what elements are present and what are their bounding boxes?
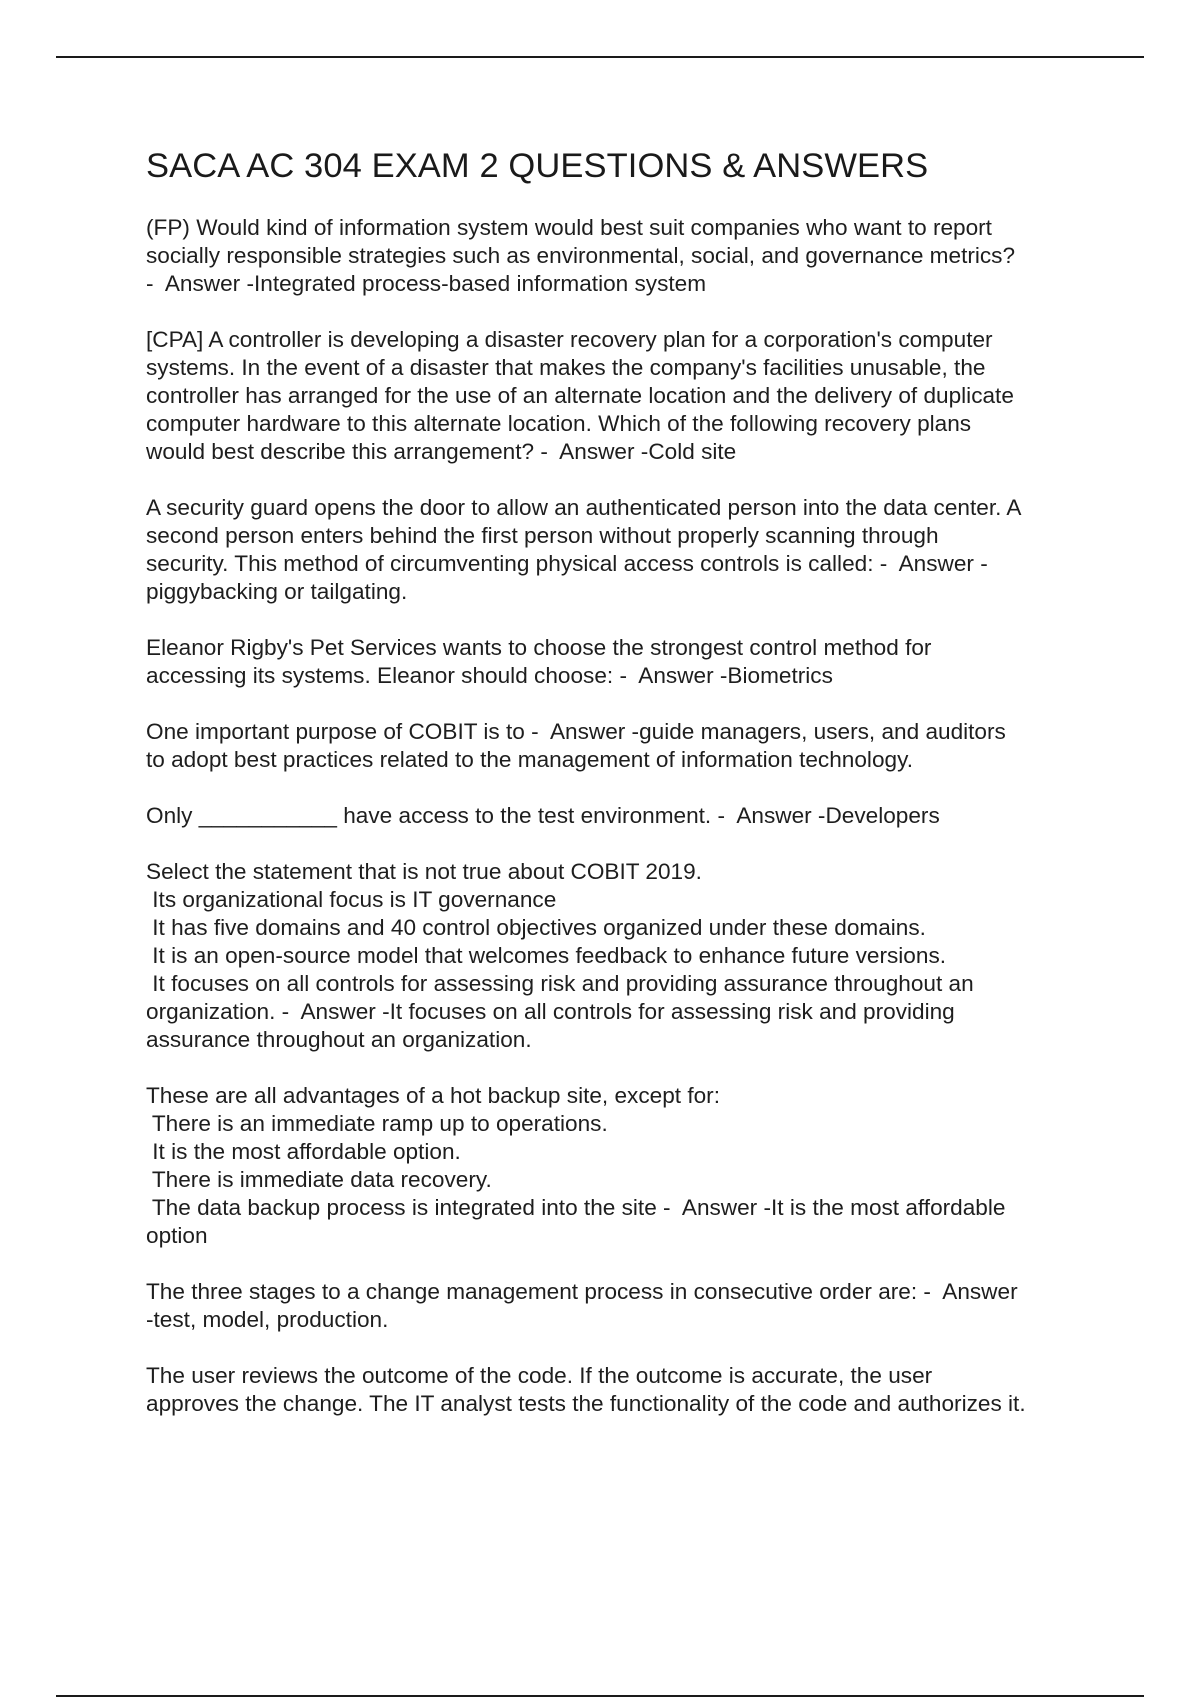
qa-line: socially responsible strategies such as environmental, social, and governance metrics? [146,243,1016,268]
qa-line: organization. - Answer -It focuses on all controls for assessing risk and providing [146,999,955,1024]
qa-line: There is immediate data recovery. [146,1167,492,1192]
qa-item [146,802,1096,830]
qa-line: approves the change. The IT analyst tests the functionality of the code and authorizes it. [146,1391,1026,1416]
qa-line: There is an immediate ramp up to operations. [146,1111,608,1136]
document-title: SACA AC 304 EXAM 2 QUESTIONS & ANSWERS [146,147,929,185]
qa-line: option [146,1223,208,1248]
qa-line: [CPA] A controller is developing a disaster recovery plan for a corporation's computer [146,327,993,352]
qa-item [146,858,1096,1054]
qa-line: The three stages to a change management process in consecutive order are: - Answer [146,1279,1018,1304]
qa-line: assurance throughout an organization. [146,1027,532,1052]
qa-line: Select the statement that is not true about COBIT 2019. [146,859,702,884]
qa-line: One important purpose of COBIT is to - Answer -guide managers, users, and auditors [146,719,1006,744]
qa-item [146,1082,1096,1250]
qa-line: accessing its systems. Eleanor should choose: - Answer -Biometrics [146,663,833,688]
document-body [146,142,1096,1446]
qa-line: systems. In the event of a disaster that makes the company's facilities unusable, the [146,355,986,380]
bottom-divider [56,1695,1144,1697]
top-divider [56,56,1144,58]
qa-item [146,1362,1096,1418]
qa-line: Eleanor Rigby's Pet Services wants to choose the strongest control method for [146,635,932,660]
qa-item [146,634,1096,690]
qa-item [146,326,1096,466]
qa-line: The data backup process is integrated into the site - Answer -It is the most affordable [146,1195,1006,1220]
qa-line: -test, model, production. [146,1307,389,1332]
qa-line: controller has arranged for the use of an alternate location and the delivery of duplicate [146,383,1014,408]
qa-line: It focuses on all controls for assessing risk and providing assurance throughout an [146,971,974,996]
qa-item [146,1278,1096,1334]
qa-line: second person enters behind the first person without properly scanning through [146,523,939,548]
qa-line: The user reviews the outcome of the code. If the outcome is accurate, the user [146,1363,933,1388]
qa-line: These are all advantages of a hot backup site, except for: [146,1083,720,1108]
qa-item [146,494,1096,606]
qa-line: It is an open-source model that welcomes feedback to enhance future versions. [146,943,947,968]
qa-line: It is the most affordable option. [146,1139,461,1164]
qa-line: piggybacking or tailgating. [146,579,408,604]
qa-line: computer hardware to this alternate location. Which of the following recovery plans [146,411,972,436]
qa-line: It has five domains and 40 control objectives organized under these domains. [146,915,926,940]
qa-line: to adopt best practices related to the management of information technology. [146,747,913,772]
qa-line: Its organizational focus is IT governance [146,887,557,912]
qa-line: (FP) Would kind of information system would best suit companies who want to report [146,215,992,240]
qa-list [146,214,1096,1418]
qa-line: Only ___________ have access to the test environment. - Answer -Developers [146,803,940,828]
qa-item [146,718,1096,774]
qa-line: A security guard opens the door to allow an authenticated person into the data center. A [146,495,1022,520]
qa-line: would best describe this arrangement? - Answer -Cold site [146,439,737,464]
qa-line: security. This method of circumventing physical access controls is called: - Answer - [146,551,988,576]
qa-item [146,214,1096,298]
qa-line: - Answer -Integrated process-based information system [146,271,707,296]
